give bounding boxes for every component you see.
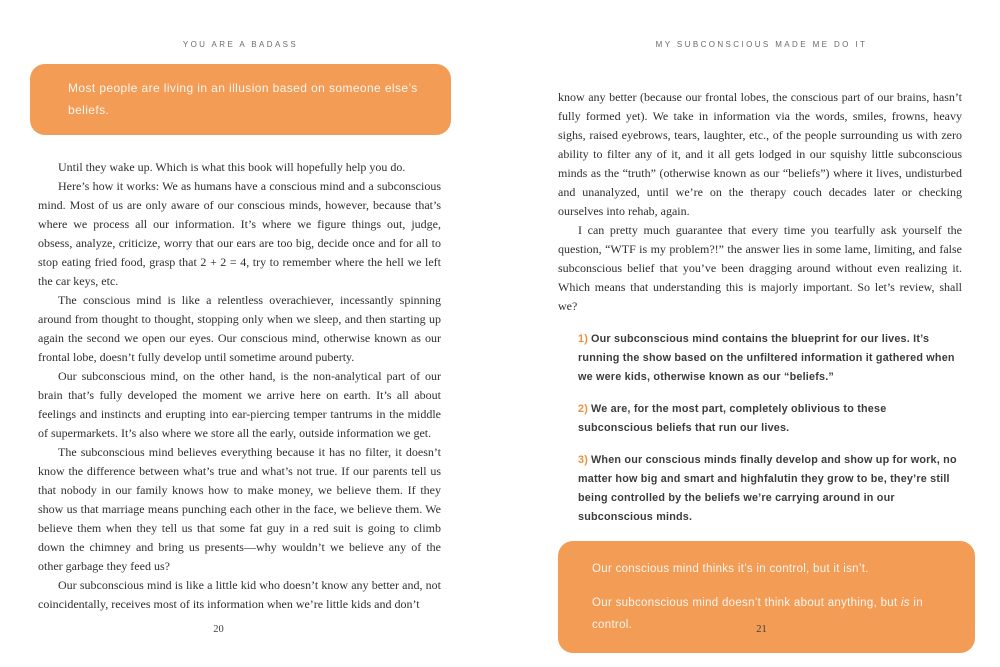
left-callout-text: Most people are living in an illusion based on someone else’s beliefs.	[68, 81, 418, 117]
list-number-3: 3)	[578, 454, 589, 466]
callout-line2-pre: Our subconscious mind doesn’t think about anything, but	[592, 597, 901, 609]
paragraph: Here’s how it works: We as humans have a conscious mind and a subconscious mind. Most of us are only aware of our conscious minds, however, because that’s where we process all our information. It’s where we figure things out, judge, obsess, analyze, criticize, worry that our ears are too big, decide once and for all to stop eating fried food, grasp that 2 + 2 = 4, try to remember where the hell we left the car keys, etc.	[38, 179, 441, 288]
right-page-number: 21	[756, 624, 767, 635]
paragraph: know any better (because our frontal lobes, the conscious part of our brains, hasn’t fully formed yet). We take in information via the words, smiles, frowns, heavy sighs, raised eyebrows, tears, laughter, etc., of the people surrounding us with zero ability to filter any of it, and it all gets lodged in our squishy little subconscious minds as the “truth” (otherwise known as our “beliefs”) where it lives, undisturbed and unanalyzed, until we’re on the therapy couch decades later or checking ourselves into rehab, again.	[558, 90, 962, 218]
paragraph: The subconscious mind believes everything because it has no filter, it doesn’t know the difference between what’s true and what’s not true. If our parents tell us that nobody in our family knows how to make money, we believe them. If they show us that marriage means punching each other in the face, we believe them. We believe them when they tell us that some fat guy in a red suit is going to climb down the chimney and bring us presents—why wouldn’t we believe any of the other garbage they feed us?	[38, 445, 441, 573]
list-item-2	[578, 400, 960, 438]
list-number-2: 2)	[578, 403, 589, 415]
paragraph: Our subconscious mind, on the other hand, is the non-analytical part of our brain that’s fully developed the moment we arrive here on earth. It’s all about feelings and instincts and erupting into ear-piercing temper tantrums in the middle of supermarkets. It’s also where we store all the early, outside information we get.	[38, 369, 441, 440]
paragraph: Until they wake up. Which is what this book will hopefully help you do.	[58, 160, 406, 174]
callout-line2-italic: is	[900, 597, 910, 609]
list-item-1	[578, 330, 960, 387]
list-item-3	[578, 451, 960, 527]
paragraph: I can pretty much guarantee that every time you tearfully ask yourself the question, “WTF is my problem?!” the answer lies in some lame, limiting, and false subconscious belief that you’ve been dragging around without even realizing it. Which means that understanding this is majorly important. So let’s review, shall we?	[558, 223, 962, 313]
right-callout-box	[558, 541, 975, 653]
left-callout-box	[30, 64, 451, 135]
callout-line2-post: in control.	[592, 597, 923, 631]
right-body-text	[558, 88, 962, 316]
list-text-3: When our conscious minds finally develop and show up for work, no matter how big and smart and highfalutin they grow to be, they’re still being controlled by the beliefs we’re carrying around in our subconscious minds.	[578, 454, 957, 523]
paragraph: The conscious mind is like a relentless overachiever, incessantly spinning around from thought to thought, stopping only when we sleep, and then starting up again the second we open our eyes. Our conscious mind, otherwise known as our frontal lobe, doesn’t fully develop until sometime around puberty.	[38, 293, 441, 364]
left-running-head: YOU ARE A BADASS	[182, 40, 299, 49]
right-running-head: MY SUBCONSCIOUS MADE ME DO IT	[655, 40, 868, 49]
right-body-column	[558, 88, 962, 653]
paragraph: Our subconscious mind is like a little kid who doesn’t know any better and, not coincidentally, receives most of its information when we’re little kids and don’t	[38, 578, 441, 611]
callout-spacer	[592, 580, 947, 592]
list-text-1: Our subconscious mind contains the blueprint for our lives. It’s running the show based on the unfiltered information it gathered when we were kids, otherwise known as our “beliefs.”	[578, 333, 955, 383]
left-page-number: 20	[213, 624, 224, 635]
right-callout-line1: Our conscious mind thinks it’s in control, but it isn’t.	[592, 563, 869, 575]
list-text-2: We are, for the most part, completely oblivious to these subconscious beliefs that run our lives.	[578, 403, 887, 434]
review-list	[578, 330, 960, 527]
left-body-text	[38, 158, 441, 614]
list-number-1: 1)	[578, 333, 589, 345]
